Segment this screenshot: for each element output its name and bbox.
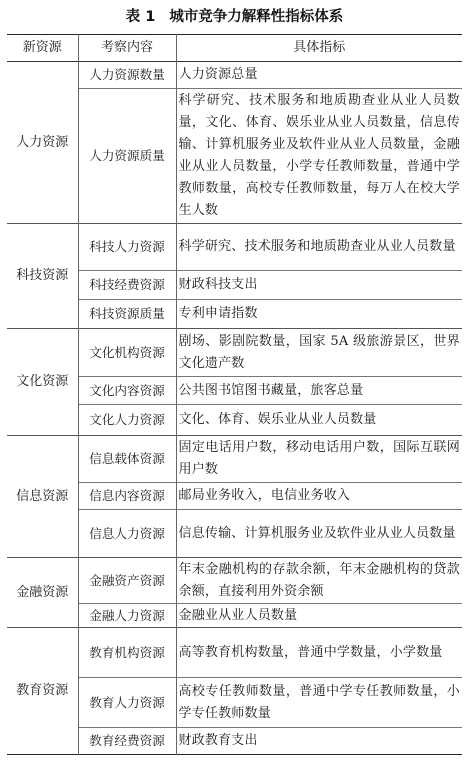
item-cell: 信息内容资源 [78,483,176,510]
item-cell: 文化内容资源 [78,377,176,405]
header-item: 考察内容 [78,35,176,62]
indicator-cell: 专利申请指数 [176,300,462,329]
table-row [7,558,462,604]
header-category: 新资源 [7,35,78,62]
item-cell: 科技经费资源 [78,271,176,300]
indicator-cell: 文化、体育、娱乐业从业人员数量 [176,405,462,436]
item-cell: 信息人力资源 [78,510,176,558]
indicator-cell: 金融业从业人员数量 [176,604,462,628]
indicator-cell: 科学研究、技术服务和地质勘查业从业人员数量，文化、体育、娱乐业从业人员数量，信息传输、计算机服务业及软件业从业人员数量，金融业从业人员数量，小学专任教师数量，普通中学教师数量，高校专任教师数量，每万人在校大学生人数 [176,89,462,224]
table-title: 城市竞争力解释性指标体系 [169,9,344,25]
item-cell: 金融资产资源 [78,558,176,604]
category-cell: 科技资源 [7,224,78,329]
category-cell: 信息资源 [7,436,78,558]
item-cell: 人力资源质量 [78,89,176,224]
indicator-cell: 固定电话用户数，移动电话用户数，国际互联网用户数 [178,440,460,477]
item-cell: 文化机构资源 [78,329,176,377]
indicator-cell: 财政科技支出 [176,271,462,300]
category-cell: 文化资源 [7,329,78,436]
indicator-cell: 年末金融机构的存款余额，年末金融机构的贷款余额，直接利用外资余额 [178,561,460,599]
item-cell: 科技资源质量 [78,300,176,329]
item-cell: 教育机构资源 [78,628,176,678]
item-cell: 金融人力资源 [78,604,176,628]
indicator-cell: 财政教育支出 [176,728,462,755]
item-cell: 科技人力资源 [78,224,176,271]
item-cell: 信息载体资源 [78,436,176,483]
indicator-cell: 人力资源总量 [178,67,258,82]
item-cell: 教育经费资源 [78,728,176,755]
indicator-cell: 剧场、影剧院数量，国家 5A 级旅游景区，世界文化遗产数 [178,333,460,371]
indicator-table [7,34,462,755]
category-cell: 金融资源 [7,558,78,628]
indicator-cell: 邮局业务收入，电信业务收入 [176,483,462,510]
indicator-cell: 高校专任教师数量，普通中学专任教师数量，小学专任教师数量 [176,678,462,728]
indicator-cell: 科学研究、技术服务和地质勘查业从业人员数量 [178,239,456,254]
table-number: 表 1 [125,9,156,25]
table-row [7,224,462,271]
header-row [7,35,462,62]
indicator-cell: 信息传输、计算机服务业及软件业从业人员数量 [176,510,462,558]
indicator-cell: 公共图书馆图书藏量，旅客总量 [176,377,462,405]
table-caption [0,6,469,28]
item-cell: 人力资源数量 [78,62,176,89]
table-row [7,628,462,678]
header-indicator: 具体指标 [293,40,346,55]
table-row [7,329,462,377]
item-cell: 教育人力资源 [78,678,176,728]
item-cell: 文化人力资源 [78,405,176,436]
category-cell: 人力资源 [7,62,78,224]
table-row [7,62,462,89]
indicator-cell: 高等教育机构数量，普通中学数量，小学数量 [178,644,443,660]
table-row [7,436,462,483]
category-cell: 教育资源 [7,628,78,755]
